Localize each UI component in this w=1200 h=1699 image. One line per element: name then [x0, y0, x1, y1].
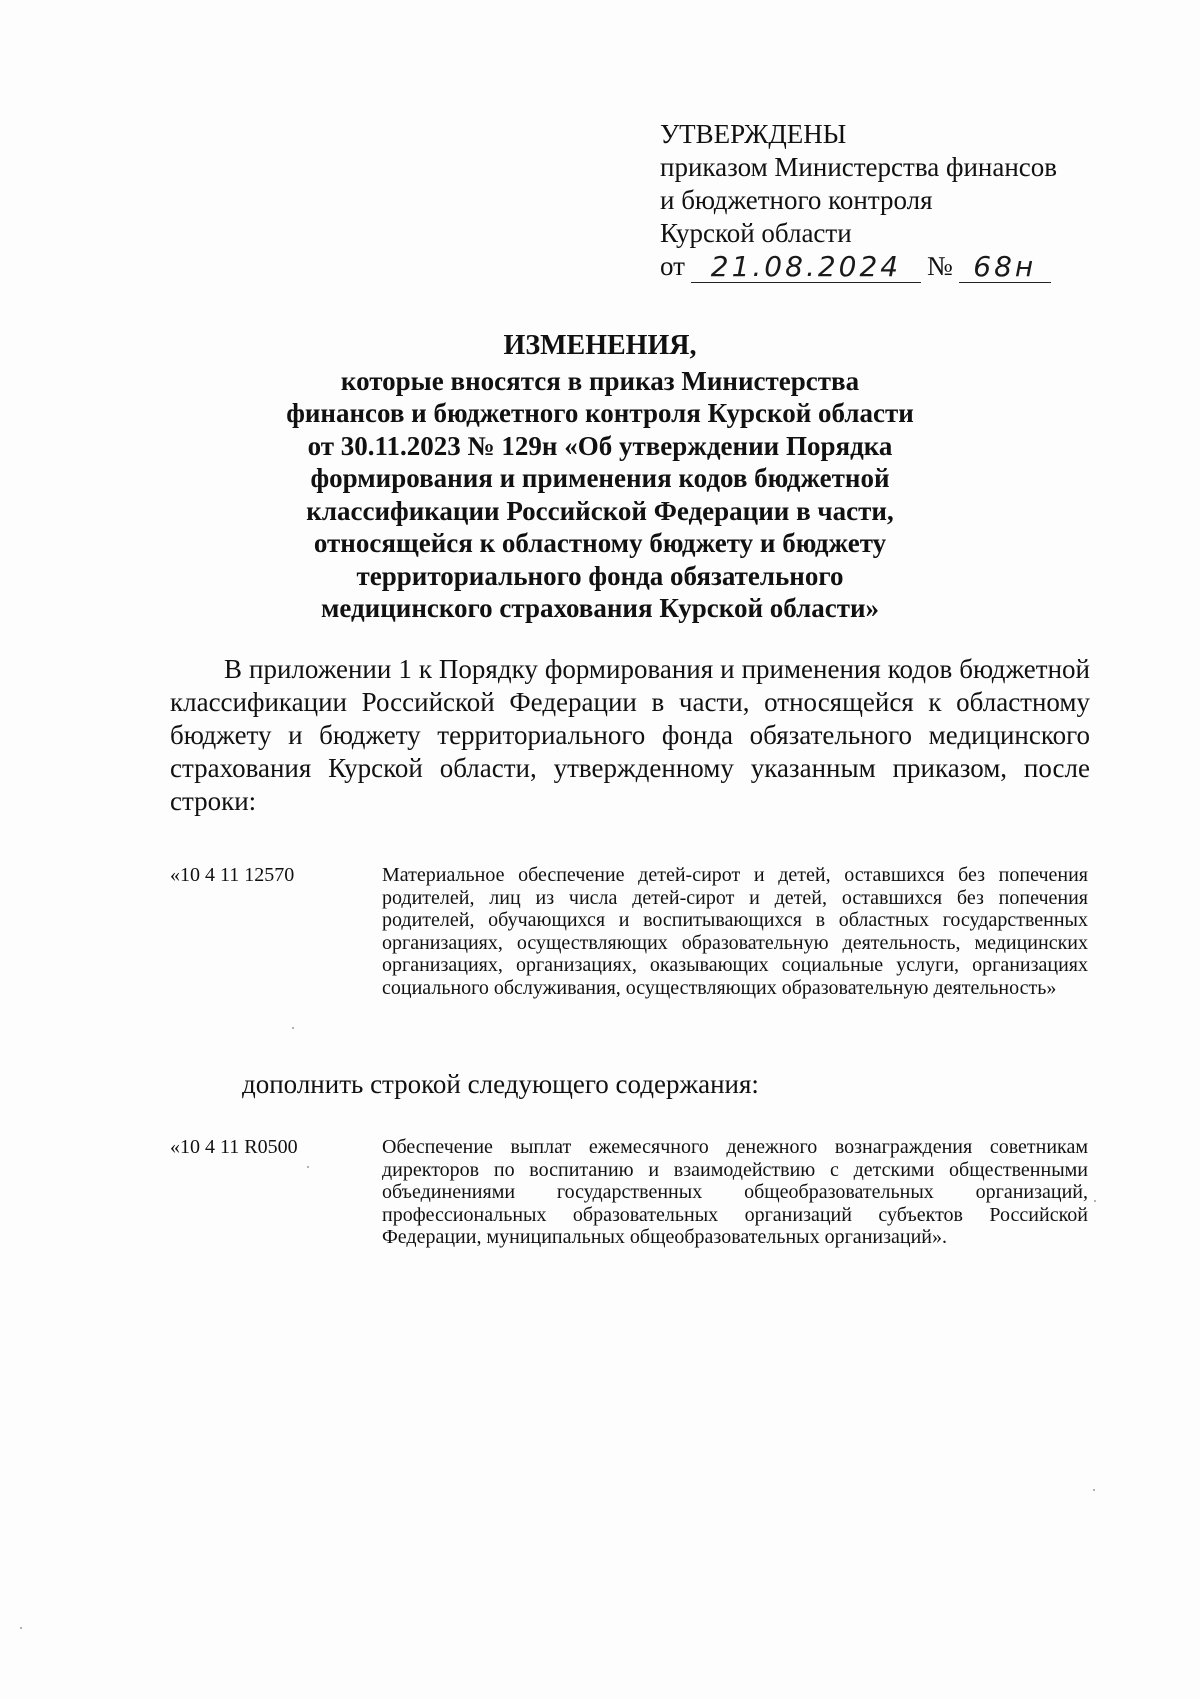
scan-speck — [292, 1027, 294, 1029]
approval-line: и бюджетного контроля — [660, 185, 933, 215]
approval-line: приказом Министерства финансов — [660, 152, 1058, 182]
budget-code: «10 4 11 12570 — [170, 864, 295, 886]
title-line: относящейся к областному бюджету и бюджету — [313, 528, 887, 558]
code-description: Материальное обеспечение детей-сирот и детей, оставшихся без попечения родителей, лиц из числа детей-сирот и детей, оставшихся без попечения родителей, обучающихся и воспитывающихся в областных государственных организациях, осуществляющих образовательную деятельность, медицинских организациях, организациях, оказывающих социальные услуги, организациях социального обслуживания, осуществляющих образовательную деятельность» — [382, 864, 1088, 999]
body-paragraph: В приложении 1 к Порядку формирования и применения кодов бюджетной классификации Российской Федерации в части, относящейся к областному бюджету и бюджету территориального фонда обязательного медицинского страхования Курской области, утвержденному указанным приказом, после строки: — [170, 654, 1090, 816]
scan-speck — [1093, 1489, 1095, 1491]
date-prefix: от — [660, 251, 685, 281]
title-line: финансов и бюджетного контроля Курской области — [286, 398, 914, 428]
title-line: территориального фонда обязательного — [356, 560, 844, 591]
document-title — [240, 330, 960, 625]
title-line: классификации Российской Федерации в части, — [306, 495, 894, 526]
title-line: от 30.11.2023 № 129н «Об утверждении Порядка — [307, 430, 893, 461]
number-sign: № — [926, 251, 953, 281]
scan-speck — [20, 1627, 22, 1629]
approval-heading: УТВЕРЖДЕНЫ — [660, 119, 847, 149]
scan-speck — [1094, 1200, 1096, 1202]
title-line: формирования и применения кодов бюджетной — [310, 463, 890, 493]
approval-line: Курской области — [660, 218, 852, 248]
handwritten-date: 21.08.2024 — [691, 252, 921, 283]
scan-speck — [307, 1166, 309, 1168]
supplement-instruction: дополнить строкой следующего содержания: — [242, 1069, 759, 1099]
title-line: которые вносятся в приказ Министерства — [340, 365, 860, 396]
title-main: ИЗМЕНЕНИЯ, — [503, 330, 697, 361]
title-line: медицинского страхования Курской области» — [320, 593, 880, 623]
handwritten-order-number: 68н — [959, 252, 1051, 283]
approval-block — [660, 118, 1080, 283]
code-description: Обеспечение выплат ежемесячного денежного вознаграждения советникам директоров по воспитанию и взаимодействию с детскими общественными объединениями государственных общеобразовательных организаций, профессиональных образовательных организаций субъектов Российской Федерации, муниципальных общеобразовательных организаций». — [382, 1136, 1088, 1248]
approval-date-number-line — [660, 250, 1080, 283]
budget-code: «10 4 11 R0500 — [170, 1136, 298, 1158]
